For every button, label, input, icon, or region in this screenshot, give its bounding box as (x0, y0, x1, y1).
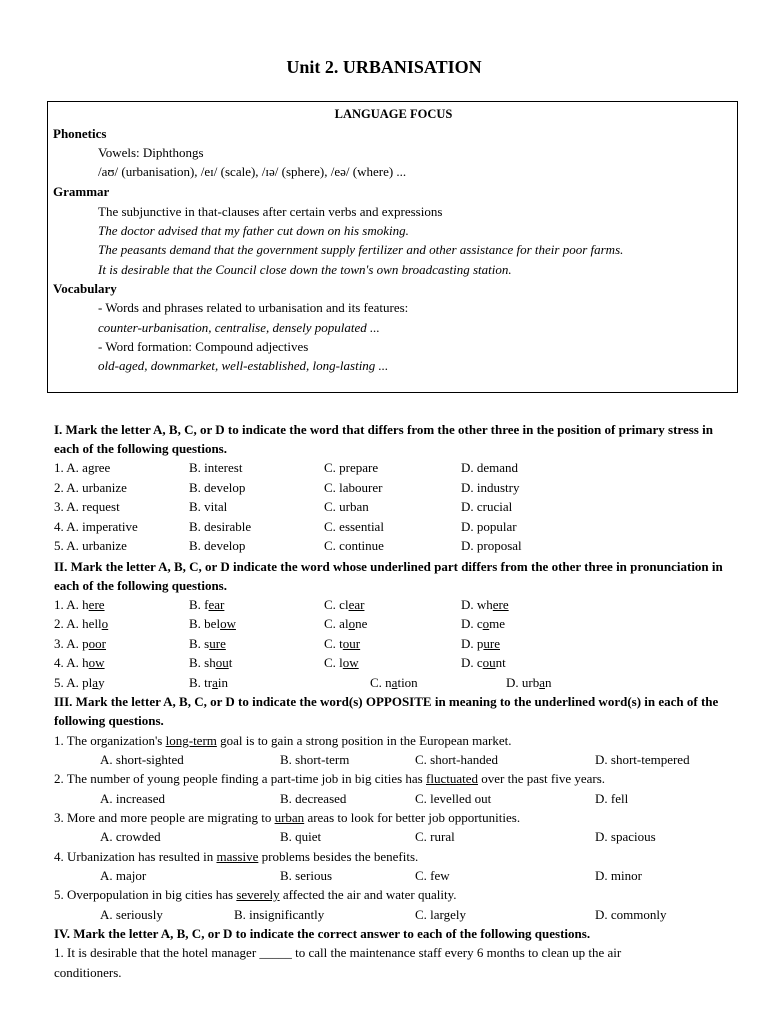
vocabulary-example-2: old-aged, downmarket, well-established, long-lasting ... (98, 358, 389, 373)
vocabulary-label: Vocabulary (53, 281, 117, 296)
grammar-example-1: The doctor advised that my father cut down on his smoking. (98, 223, 409, 238)
option-a: 2. A. urbanize (54, 480, 127, 495)
option-c: C. labourer (324, 480, 383, 495)
option-b: B. short-term (280, 752, 350, 767)
section-3-heading: III. Mark the letter A, B, C, or D to indicate the word(s) OPPOSITE in meaning to the underlined word(s) in each of the following questions. (54, 694, 719, 728)
question-text: 4. Urbanization has resulted in massive problems besides the benefits. (54, 849, 419, 864)
option-d: D. spacious (595, 829, 656, 844)
option-b: B. develop (189, 480, 246, 495)
option-d: D. demand (461, 460, 519, 475)
phonetics-label: Phonetics (53, 126, 107, 141)
option-b: B. interest (189, 460, 243, 475)
option-b: B. fear (189, 597, 225, 612)
option-d: D. crucial (461, 499, 513, 514)
question-text-continued: conditioners. (54, 965, 122, 980)
vocabulary-example-1: counter-urbanisation, centralise, densely populated ... (98, 320, 380, 335)
option-d: D. fell (595, 791, 629, 806)
question-text: 1. It is desirable that the hotel manager _____ to call the maintenance staff every 6 months to clean up the air (54, 945, 622, 960)
option-a: 1. A. here (54, 597, 105, 612)
option-a: 4. A. imperative (54, 519, 138, 534)
option-b: B. vital (189, 499, 228, 514)
vocabulary-line-2: - Word formation: Compound adjectives (98, 339, 309, 354)
option-c: C. alone (324, 616, 368, 631)
option-d: D. popular (461, 519, 517, 534)
grammar-line-1: The subjunctive in that-clauses after certain verbs and expressions (98, 204, 443, 219)
option-c: C. nation (370, 675, 418, 690)
grammar-example-2: The peasants demand that the government supply fertilizer and other assistance for their poor farms. (98, 242, 624, 257)
option-d: D. come (461, 616, 506, 631)
option-a: 2. A. hello (54, 616, 109, 631)
option-c: C. tour (324, 636, 361, 651)
option-b: B. train (189, 675, 229, 690)
question-text: 1. The organization's long-term goal is to gain a strong position in the European market. (54, 733, 512, 748)
option-a: A. short-sighted (100, 752, 184, 767)
page-title: Unit 2. URBANISATION (286, 57, 482, 77)
section-1-heading: I. Mark the letter A, B, C, or D to indicate the word that differs from the other three in the position of primary stress in each of the following questions. (54, 422, 713, 456)
question-text: 3. More and more people are migrating to urban areas to look for better job opportunities. (54, 810, 521, 825)
option-b: B. decreased (280, 791, 347, 806)
phonetics-line-1: Vowels: Diphthongs (98, 145, 204, 160)
option-a: A. increased (100, 791, 165, 806)
option-c: C. continue (324, 538, 384, 553)
option-a: A. crowded (100, 829, 161, 844)
option-c: C. rural (415, 829, 455, 844)
option-d: D. minor (595, 868, 642, 883)
option-a: 4. A. how (54, 655, 105, 670)
option-d: D. where (461, 597, 509, 612)
section-4-heading: IV. Mark the letter A, B, C, or D to indicate the correct answer to each of the following questions. (54, 926, 591, 941)
option-a: 3. A. request (54, 499, 120, 514)
option-d: D. proposal (461, 538, 522, 553)
grammar-label: Grammar (53, 184, 110, 199)
vocabulary-line-1: - Words and phrases related to urbanisation and its features: (98, 300, 409, 315)
option-b: B. quiet (280, 829, 322, 844)
option-c: C. largely (415, 907, 467, 922)
option-d: D. industry (461, 480, 520, 495)
phonetics-line-2: /aʊ/ (urbanisation), /eɪ/ (scale), /ɪə/ (sphere), /eə/ (where) ... (98, 164, 407, 179)
option-d: D. count (461, 655, 506, 670)
language-focus-box (47, 101, 738, 393)
option-c: C. essential (324, 519, 384, 534)
option-c: C. levelled out (415, 791, 492, 806)
option-c: C. clear (324, 597, 365, 612)
option-d: D. commonly (595, 907, 667, 922)
option-b: B. sure (189, 636, 226, 651)
option-b: B. shout (189, 655, 233, 670)
option-b: B. serious (280, 868, 332, 883)
option-b: B. insignificantly (234, 907, 325, 922)
option-a: 5. A. urbanize (54, 538, 127, 553)
option-c: C. short-handed (415, 752, 499, 767)
question-text: 5. Overpopulation in big cities has severely affected the air and water quality. (54, 887, 457, 902)
option-c: C. few (415, 868, 450, 883)
option-a: A. major (100, 868, 147, 883)
option-c: C. prepare (324, 460, 379, 475)
grammar-example-3: It is desirable that the Council close down the town's own broadcasting station. (98, 262, 512, 277)
option-d: D. pure (461, 636, 500, 651)
option-d: D. urban (506, 675, 552, 690)
section-2-heading: II. Mark the letter A, B, C, or D indicate the word whose underlined part differs from the other three in pronunciation in each of the following questions. (54, 559, 723, 593)
option-b: B. below (189, 616, 236, 631)
question-text: 2. The number of young people finding a part-time job in big cities has fluctuated over the past five years. (54, 771, 606, 786)
option-a: 5. A. play (54, 675, 105, 690)
option-b: B. desirable (189, 519, 252, 534)
option-c: C. urban (324, 499, 369, 514)
option-a: A. seriously (100, 907, 163, 922)
option-d: D. short-tempered (595, 752, 690, 767)
language-focus-heading: LANGUAGE FOCUS (334, 107, 453, 121)
option-b: B. develop (189, 538, 246, 553)
option-c: C. low (324, 655, 359, 670)
option-a: 3. A. poor (54, 636, 107, 651)
option-a: 1. A. agree (54, 460, 111, 475)
